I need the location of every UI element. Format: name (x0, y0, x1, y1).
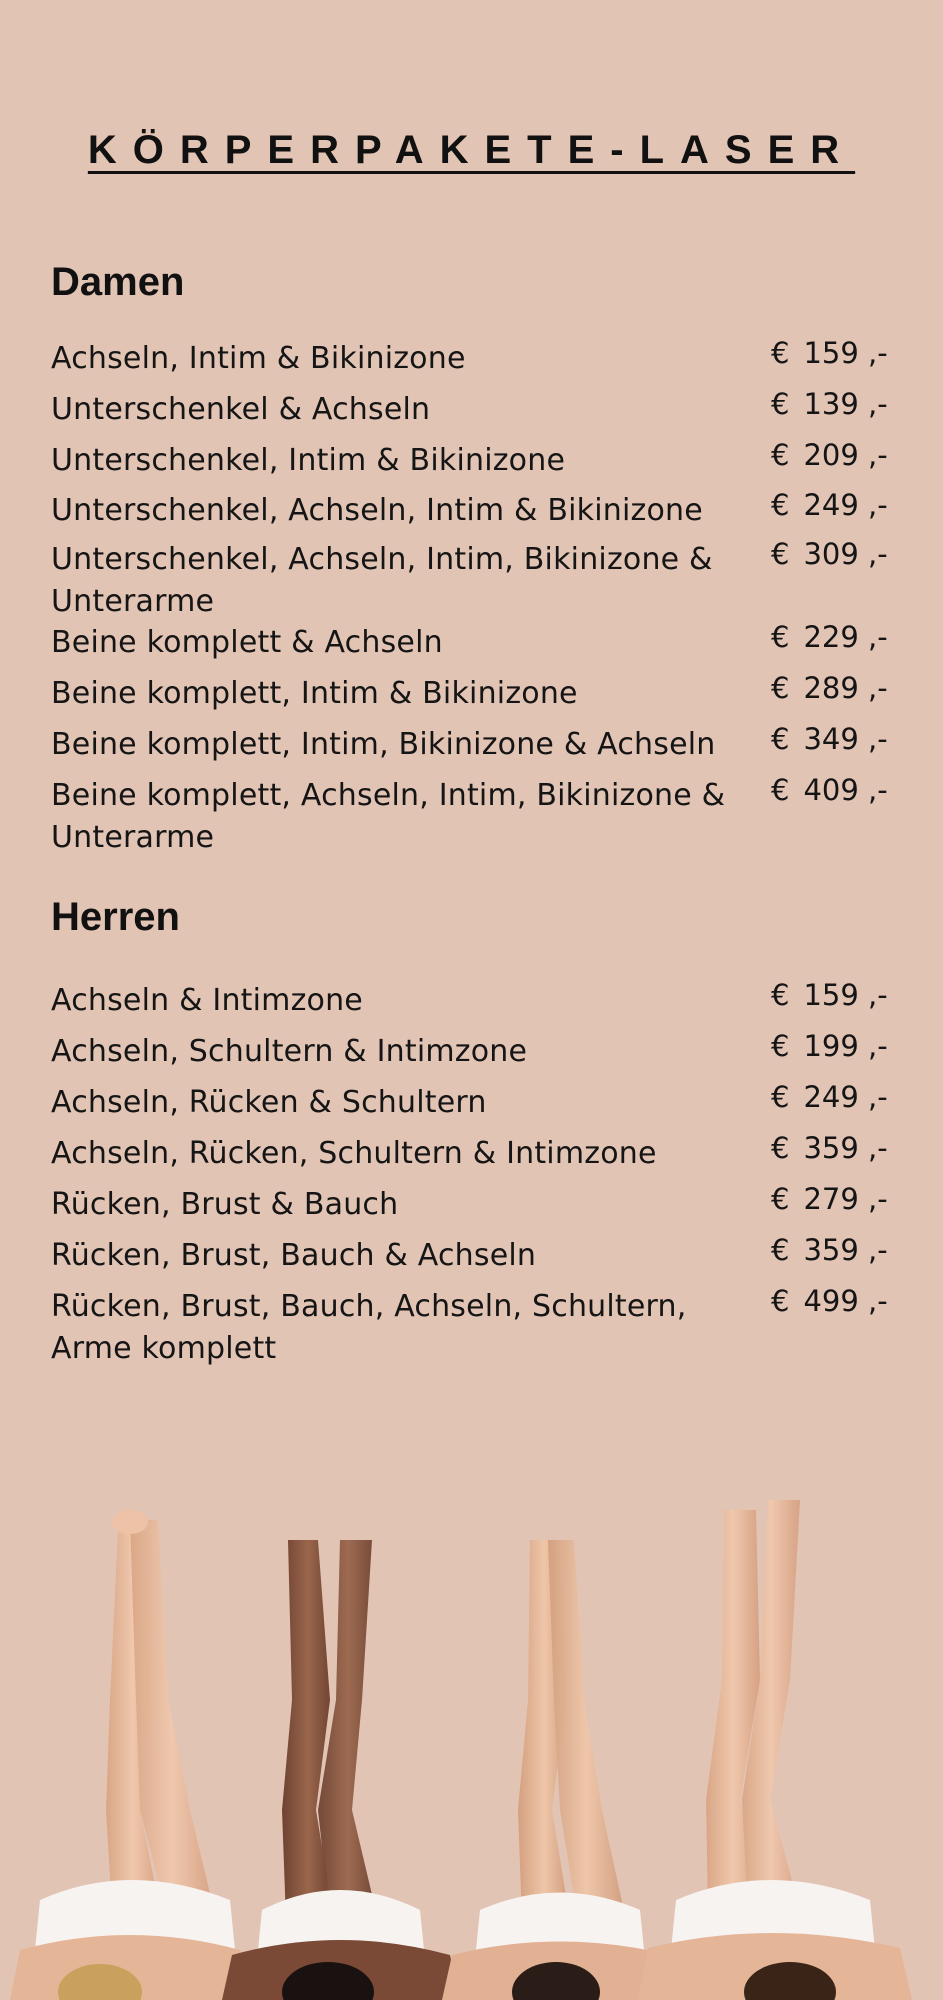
damen-price-list (51, 338, 901, 859)
price-row (51, 1184, 901, 1235)
price-row (51, 1082, 901, 1133)
section-herren (51, 893, 901, 941)
item-label: Achseln & Intimzone (51, 983, 363, 1018)
price-row (51, 1235, 901, 1286)
item-price: € 139 ,- (771, 387, 888, 421)
item-label: Beine komplett, Intim & Bikinizone (51, 676, 578, 711)
item-price: € 249 ,- (771, 1080, 888, 1114)
item-label: Achseln, Rücken, Schultern & Intimzone (51, 1136, 657, 1171)
person-3 (442, 1540, 680, 2000)
price-row (51, 338, 901, 389)
price-row (51, 673, 901, 724)
item-label: Unterschenkel & Achseln (51, 392, 431, 427)
item-price: € 409 ,- (771, 773, 888, 807)
item-price: € 309 ,- (771, 537, 888, 571)
price-row (51, 1031, 901, 1082)
person-2 (222, 1540, 460, 2000)
item-label: Beine komplett, Intim, Bikinizone & Achseln (51, 727, 716, 762)
item-price: € 199 ,- (771, 1029, 888, 1063)
section-heading: Damen (51, 260, 185, 304)
item-price: € 349 ,- (771, 722, 888, 756)
item-price: € 289 ,- (771, 671, 888, 705)
item-label: Achseln, Rücken & Schultern (51, 1085, 487, 1120)
item-price: € 499 ,- (771, 1284, 888, 1318)
price-row (51, 622, 901, 673)
item-label: Beine komplett, Achseln, Intim, Bikinizone & Unterarme (51, 778, 726, 855)
price-row (51, 539, 901, 622)
price-row (51, 775, 901, 859)
price-row (51, 724, 901, 775)
item-label: Rücken, Brust, Bauch, Achseln, Schultern, Arme komplett (51, 1289, 687, 1366)
person-4 (638, 1500, 912, 2000)
item-price: € 229 ,- (771, 620, 888, 654)
item-price: € 359 ,- (771, 1233, 888, 1267)
price-row (51, 490, 901, 539)
price-row (51, 1133, 901, 1184)
item-price: € 279 ,- (771, 1182, 888, 1216)
price-row (51, 1286, 901, 1370)
item-label: Unterschenkel, Intim & Bikinizone (51, 443, 566, 478)
section-damen (51, 258, 901, 306)
item-price: € 209 ,- (771, 438, 888, 472)
item-label: Beine komplett & Achseln (51, 625, 443, 660)
price-row (51, 389, 901, 440)
item-label: Unterschenkel, Achseln, Intim & Bikinizone (51, 493, 703, 528)
page-title: KÖRPERPAKETE-LASER (87, 128, 856, 172)
item-label: Achseln, Intim & Bikinizone (51, 341, 466, 376)
item-label: Unterschenkel, Achseln, Intim, Bikinizone & Unterarme (51, 542, 713, 619)
item-label: Rücken, Brust & Bauch (51, 1187, 399, 1222)
item-price: € 159 ,- (771, 336, 888, 370)
item-price: € 249 ,- (771, 488, 888, 522)
item-label: Achseln, Schultern & Intimzone (51, 1034, 528, 1069)
item-price: € 359 ,- (771, 1131, 888, 1165)
item-price: € 159 ,- (771, 978, 888, 1012)
person-1 (10, 1510, 250, 2000)
herren-price-list (51, 980, 901, 1370)
price-row (51, 980, 901, 1031)
item-label: Rücken, Brust, Bauch & Achseln (51, 1238, 537, 1273)
price-row (51, 440, 901, 490)
women-legs-photo (0, 1480, 943, 2000)
section-heading: Herren (51, 895, 180, 939)
